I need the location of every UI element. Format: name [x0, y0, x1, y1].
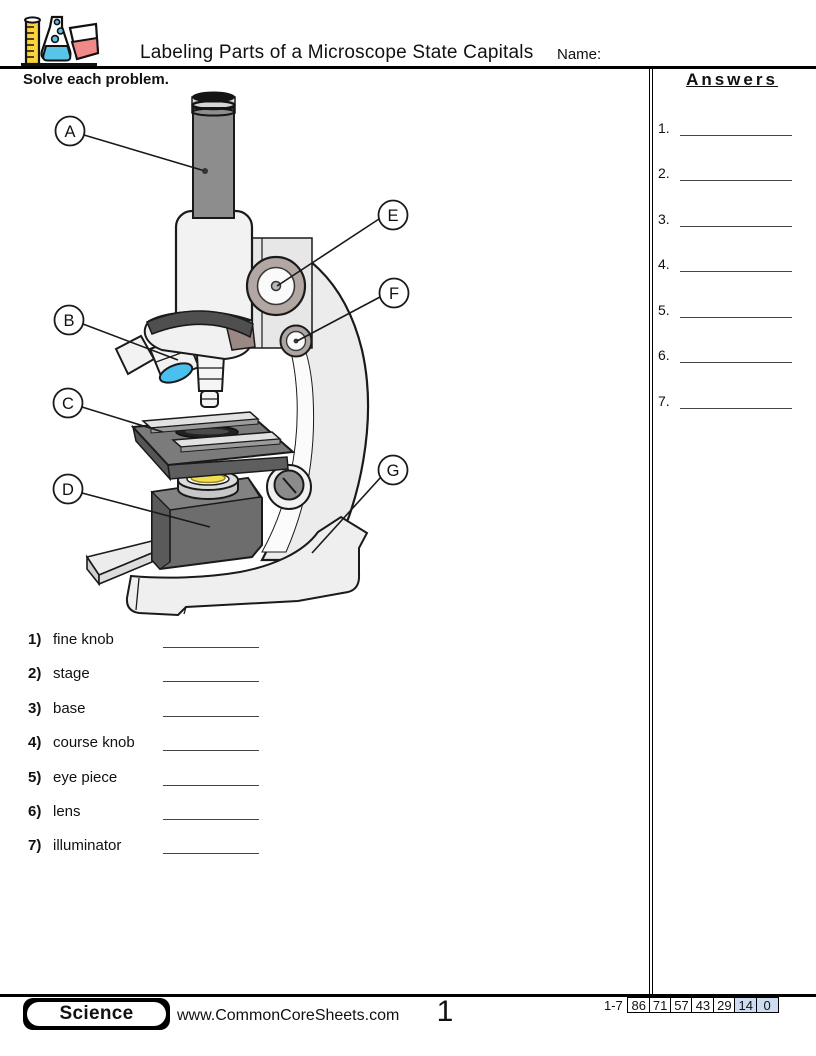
answer-number: 1.: [658, 120, 670, 136]
website-link[interactable]: www.CommonCoreSheets.com: [177, 1007, 400, 1024]
page-number: 1: [436, 995, 454, 1028]
answer-blank[interactable]: [680, 347, 792, 363]
answer-row: [658, 120, 808, 136]
stage-adjust-knob: [267, 465, 311, 509]
problem-blank[interactable]: [163, 734, 259, 751]
problem-blank[interactable]: [163, 837, 259, 854]
label-letter-c: C: [62, 394, 74, 413]
score-cell: 43: [691, 997, 714, 1014]
problem-number: 4): [28, 734, 42, 752]
problem-blank[interactable]: [163, 769, 259, 786]
label-letter-e: E: [387, 206, 399, 225]
answer-number: 2.: [658, 165, 670, 181]
answer-number: 5.: [658, 302, 670, 318]
problem-label: stage: [53, 665, 90, 683]
answer-row: [658, 302, 808, 318]
problem-number: 1): [28, 631, 42, 648]
problem-blank[interactable]: [163, 631, 259, 648]
problem-label: illuminator: [53, 837, 122, 855]
problem-number: 7): [28, 837, 42, 855]
answer-number: 4.: [658, 256, 670, 272]
answer-row: [658, 347, 808, 363]
problems-list: [28, 631, 328, 872]
fine-knob: [281, 326, 312, 357]
diagram-label-f: [380, 279, 409, 308]
problem-number: 5): [28, 768, 42, 786]
problem-row: [28, 734, 328, 768]
answer-row: [658, 165, 808, 181]
answer-blank[interactable]: [680, 393, 792, 409]
answer-number: 3.: [658, 211, 670, 227]
diagram-label-d: [54, 475, 83, 504]
subject-badge-label: Science: [27, 1002, 166, 1026]
problem-row: [28, 769, 328, 803]
problem-row: [28, 665, 328, 699]
label-letter-b: B: [63, 311, 75, 330]
answer-row: [658, 393, 808, 409]
label-letter-d: D: [62, 480, 74, 499]
problem-blank[interactable]: [163, 700, 259, 717]
answer-blank[interactable]: [680, 165, 792, 181]
problem-label: base: [53, 699, 86, 717]
problem-row: [28, 803, 328, 837]
answer-blank[interactable]: [680, 211, 792, 227]
score-range-label: 1-7: [604, 997, 623, 1013]
problem-number: 2): [28, 665, 42, 683]
answer-row: [658, 256, 808, 272]
problem-label: course knob: [53, 734, 135, 752]
microscope-stage: [133, 412, 293, 479]
problem-blank[interactable]: [163, 803, 259, 820]
label-letter-a: A: [64, 122, 76, 141]
diagram-label-e: [379, 201, 408, 230]
pointer-dot: [202, 168, 208, 174]
flask-icon: [42, 17, 71, 61]
score-cell: 29: [713, 997, 736, 1014]
answer-blank[interactable]: [680, 120, 792, 136]
science-lab-logo-icon: [19, 13, 103, 69]
problem-row: [28, 700, 328, 734]
score-cell: 86: [627, 997, 650, 1014]
subject-badge: [23, 998, 170, 1030]
answers-divider-line: [649, 69, 653, 994]
diagram-label-g: [379, 456, 408, 485]
microscope-diagram: [30, 85, 430, 640]
problem-number: 3): [28, 699, 42, 717]
problem-label: fine knob: [53, 631, 114, 648]
problem-blank[interactable]: [163, 665, 259, 682]
answer-number: 6.: [658, 347, 670, 363]
score-cell-highlighted: 14: [734, 997, 757, 1014]
eyepiece-tube: [192, 92, 235, 219]
problem-row: [28, 837, 328, 871]
beaker-icon: [70, 24, 98, 59]
answer-blank[interactable]: [680, 302, 792, 318]
problem-label: eye piece: [53, 768, 118, 786]
coarse-knob: [247, 257, 305, 315]
problem-row: [28, 631, 328, 665]
answer-blank[interactable]: [680, 256, 792, 272]
score-cell: 71: [649, 997, 672, 1014]
problem-number: 6): [28, 802, 42, 820]
score-strip: [604, 996, 779, 1014]
label-letter-f: F: [388, 284, 400, 303]
score-cell-highlighted: 0: [756, 997, 779, 1014]
problem-label: lens: [53, 802, 81, 820]
label-letter-g: G: [386, 461, 400, 480]
answers-heading: Answers: [686, 70, 778, 89]
score-cell: 57: [670, 997, 693, 1014]
graduated-cylinder-icon: [25, 17, 40, 64]
name-label: Name:: [557, 46, 602, 63]
diagram-label-b: [55, 306, 84, 335]
page-title: Labeling Parts of a Microscope State Capitals: [140, 42, 534, 63]
diagram-label-a: [56, 117, 85, 146]
instruction-text: Solve each problem.: [23, 71, 169, 88]
answer-row: [658, 211, 808, 227]
header-rule: [0, 66, 816, 69]
answer-number: 7.: [658, 393, 670, 409]
diagram-label-c: [54, 389, 83, 418]
